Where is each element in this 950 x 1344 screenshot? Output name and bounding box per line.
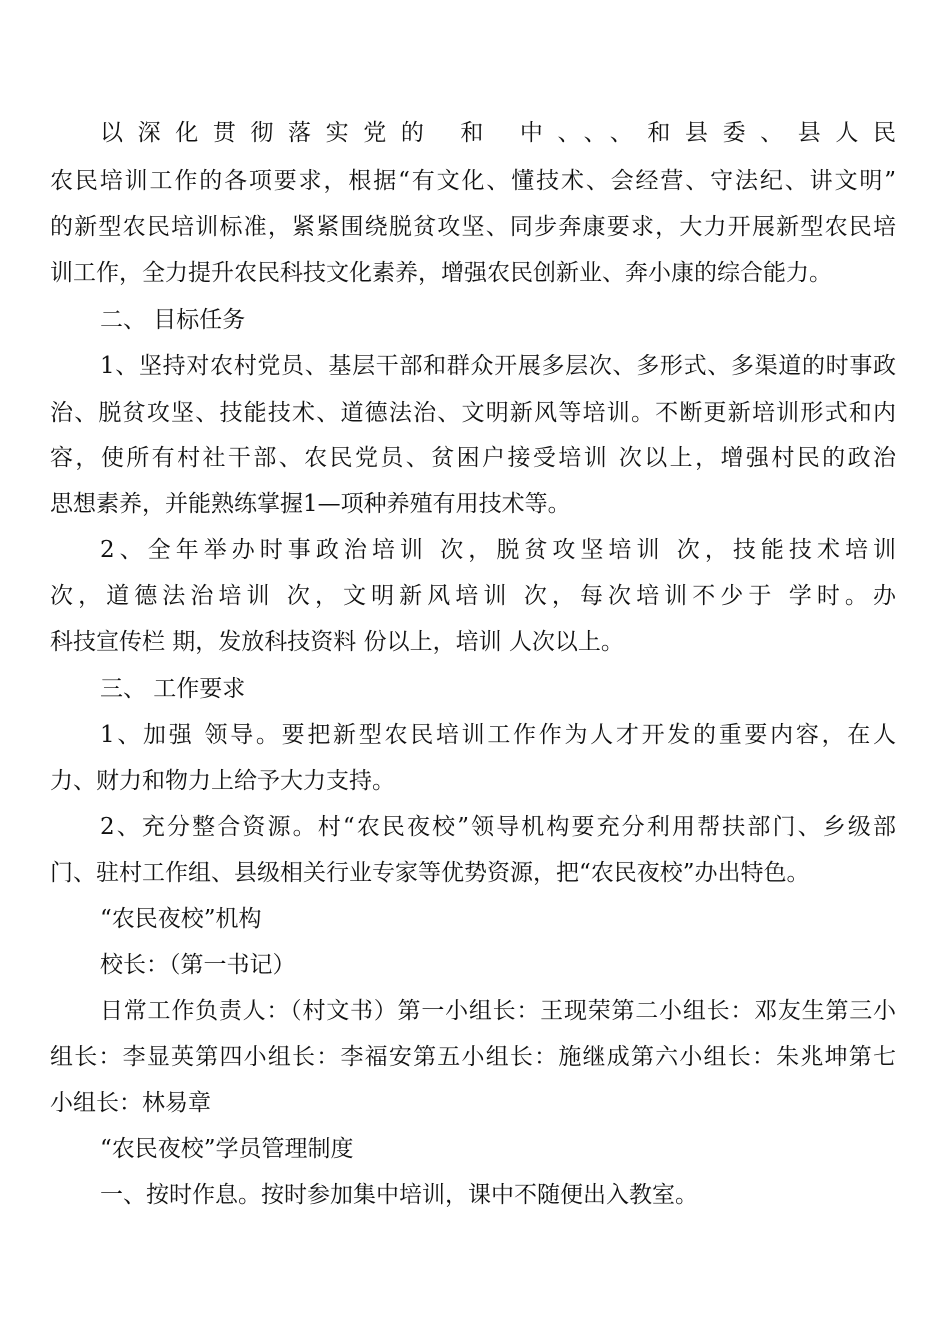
- paragraph-intro-line-3: 的新型农民培训标准，紧紧围绕脱贫攻坚、同步奔康要求，大力开展新型农民培: [50, 214, 896, 240]
- goal-1-line-1: 1、坚持对农村党员、基层干部和群众开展多层次、多形式、多渠道的时事政: [100, 353, 896, 379]
- requirement-1-line-1: 1、加强 领导。要把新型农民培训工作作为人才开发的重要内容，在人: [100, 722, 896, 748]
- leaders-line-1: 日常工作负责人：（村文书）第一小组长：王现荣第二小组长：邓友生第三小: [100, 998, 896, 1024]
- leaders-line-3: 小组长：林易章: [50, 1090, 211, 1116]
- night-school-org-heading: “农民夜校”机构: [100, 906, 262, 932]
- goal-2-line-1: 2、全年举办时事政治培训 次，脱贫攻坚培训 次，技能技术培训: [100, 537, 896, 563]
- rule-1-line: 一、按时作息。按时参加集中培训，课中不随便出入教室。: [100, 1182, 698, 1208]
- goal-1-line-4: 思想素养，并能熟练掌握1—项种养殖有用技术等。: [50, 491, 571, 517]
- requirement-2-line-2: 门、驻村工作组、县级相关行业专家等优势资源，把“农民夜校”办出特色。: [50, 860, 810, 886]
- section-heading-goals: 二、 目标任务: [100, 307, 246, 333]
- paragraph-intro-line-2: 农民培训工作的各项要求，根据“有文化、懂技术、会经营、守法纪、讲文明”: [50, 168, 896, 194]
- paragraph-intro-line-1: 以深化贯彻落实党的 和 中、、、和县委、县人民: [100, 120, 896, 146]
- goal-2-line-3: 科技宣传栏 期，发放科技资料 份以上，培训 人次以上。: [50, 629, 624, 655]
- student-rules-heading: “农民夜校”学员管理制度: [100, 1136, 354, 1162]
- principal-line: 校长：（第一书记）: [100, 952, 296, 978]
- leaders-line-2: 组长：李显英第四小组长：李福安第五小组长：施继成第六小组长：朱兆坤第七: [50, 1044, 896, 1070]
- requirement-2-line-1: 2、充分整合资源。村“农民夜校”领导机构要充分利用帮扶部门、乡级部: [100, 814, 896, 840]
- requirement-1-line-2: 力、财力和物力上给予大力支持。: [50, 768, 395, 794]
- section-heading-requirements: 三、 工作要求: [100, 676, 246, 702]
- goal-2-line-2: 次，道德法治培训 次，文明新风培训 次，每次培训不少于 学时。办: [50, 583, 896, 609]
- goal-1-line-3: 容，使所有村社干部、农民党员、贫困户接受培训 次以上，增强村民的政治: [50, 445, 896, 471]
- paragraph-intro-line-4: 训工作，全力提升农民科技文化素养，增强农民创新业、奔小康的综合能力。: [50, 260, 832, 286]
- goal-1-line-2: 治、脱贫攻坚、技能技术、道德法治、文明新风等培训。不断更新培训形式和内: [50, 400, 896, 426]
